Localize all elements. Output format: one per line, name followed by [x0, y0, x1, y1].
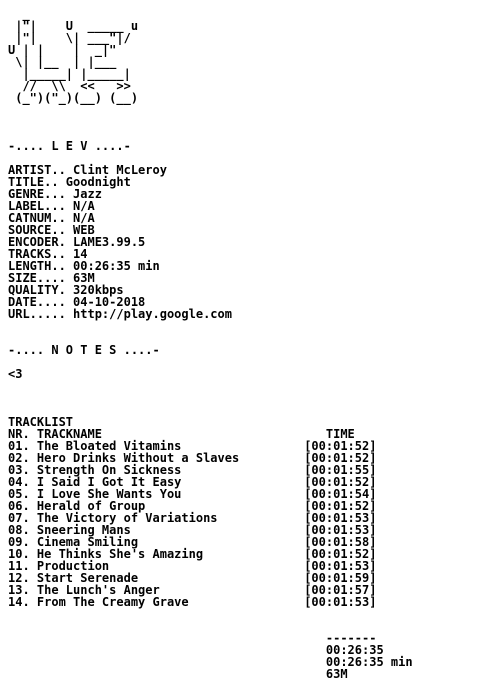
info-length: LENGTH.. 00:26:35 min — [8, 259, 160, 273]
blank-line — [8, 392, 413, 404]
blank-line — [8, 380, 413, 392]
info-genre: GENRE... Jazz — [8, 187, 102, 201]
track-row: 10. He Thinks She's Amazing [00:01:52] — [8, 547, 377, 561]
logo-art-line: |"| U _____ u — [8, 19, 153, 33]
logo-art-line: |_____| |_____| — [8, 67, 146, 81]
info-tracks: TRACKS.. 14 — [8, 247, 88, 261]
blank-line — [8, 608, 413, 620]
track-row: 05. I Love She Wants You [00:01:54] — [8, 487, 377, 501]
logo-art-line: // \\ << >> — [8, 79, 146, 93]
info-title: TITLE.. Goodnight — [8, 175, 131, 189]
tracklist-column-header: NR. TRACKNAME TIME — [8, 427, 355, 441]
notes-title: -.... N O T E S ....- — [8, 343, 160, 357]
track-row: 06. Herald of Group [00:01:52] — [8, 499, 377, 513]
logo-art-line: (_")("_)(__) (__) — [8, 91, 146, 105]
blank-line — [8, 320, 413, 332]
info-artist: ARTIST.. Clint McLeroy — [8, 163, 167, 177]
info-label: LABEL... N/A — [8, 199, 95, 213]
info-url: URL..... http://play.google.com — [8, 307, 232, 321]
track-row: 13. The Lunch's Anger [00:01:57] — [8, 583, 377, 597]
notes-text: <3 — [8, 367, 23, 381]
info-size: SIZE.... 63M — [8, 271, 95, 285]
blank-line — [8, 356, 413, 368]
info-quality: QUALITY. 320kbps — [8, 283, 124, 297]
track-row: 07. The Victory of Variations [00:01:53] — [8, 511, 377, 525]
track-row: 03. Strength On Sickness [00:01:55] — [8, 463, 377, 477]
logo-art-line: U | | | _|" — [8, 43, 146, 57]
track-row: 04. I Said I Got It Easy [00:01:52] — [8, 475, 377, 489]
tracklist-header: TRACKLIST — [8, 415, 74, 429]
info-source: SOURCE.. WEB — [8, 223, 95, 237]
info-encoder: ENCODER. LAME3.99.5 — [8, 235, 146, 249]
logo-art-line: |"| \| ___"|/ — [8, 31, 146, 45]
track-row: 12. Start Serenade [00:01:59] — [8, 571, 377, 585]
section-title: -.... L E V ....- — [8, 139, 131, 153]
info-date: DATE.... 04-10-2018 — [8, 295, 146, 309]
track-row: 02. Hero Drinks Without a Slaves [00:01:52] — [8, 451, 377, 465]
track-row: 08. Sneering Mans [00:01:53] — [8, 523, 377, 537]
logo-art-line: _ — [8, 7, 153, 21]
track-row: 14. From The Creamy Grave [00:01:53] — [8, 595, 377, 609]
track-row: 09. Cinema Smiling [00:01:58] — [8, 535, 377, 549]
logo-art-line: \| |__ | |___ — [8, 55, 146, 69]
total-length: 00:26:35 min — [8, 655, 413, 669]
blank-line — [8, 116, 413, 128]
total-time: 00:26:35 — [8, 643, 384, 657]
totals-rule: ------- — [8, 631, 377, 645]
info-catnum: CATNUM.. N/A — [8, 211, 95, 225]
track-row: 01. The Bloated Vitamins [00:01:52] — [8, 439, 377, 453]
blank-line — [8, 104, 413, 116]
nfo-document — [8, 8, 413, 680]
total-size: 63M — [8, 667, 348, 681]
track-row: 11. Production [00:01:53] — [8, 559, 377, 573]
